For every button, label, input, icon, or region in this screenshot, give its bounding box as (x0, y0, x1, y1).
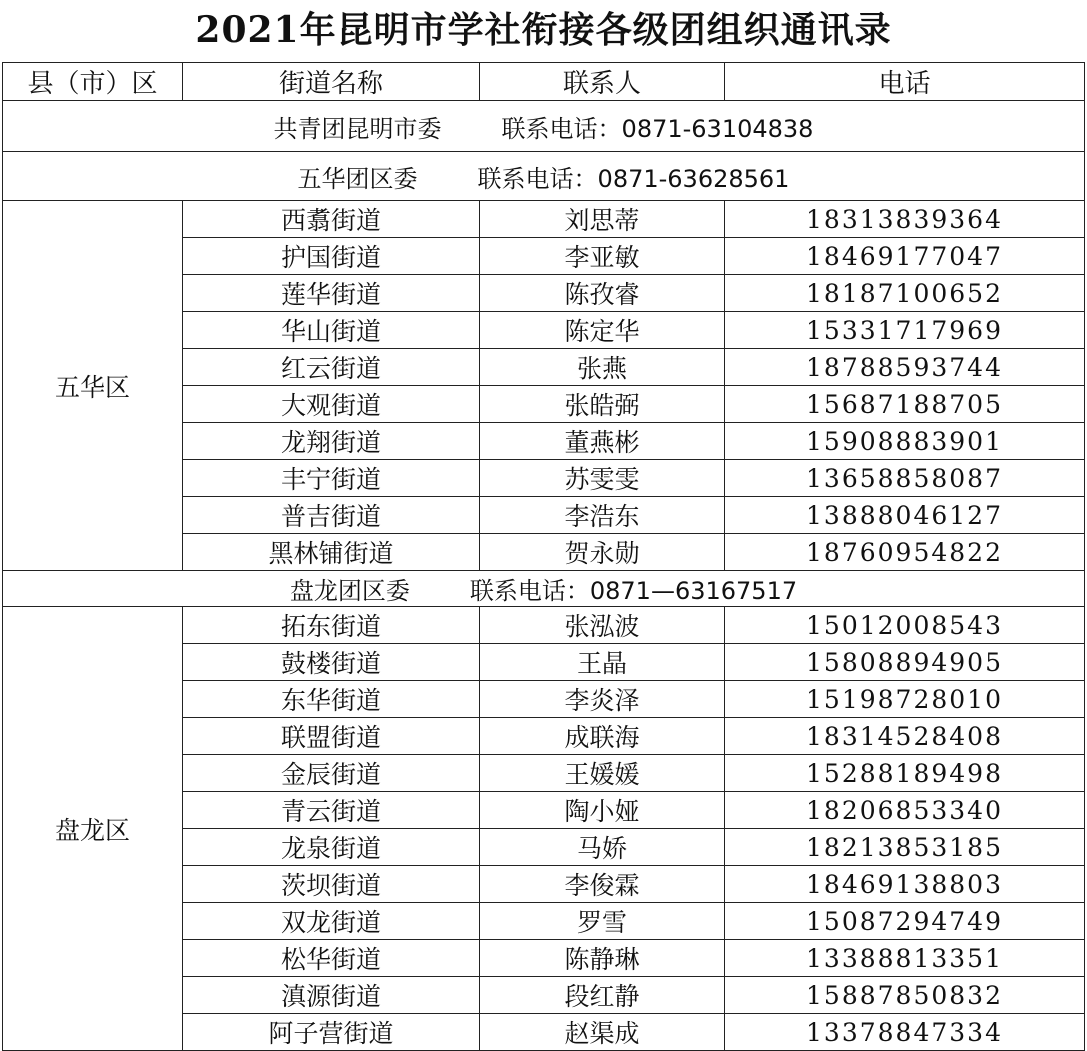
contact-cell: 王媛媛 (480, 755, 725, 792)
contact-cell: 陈静琳 (480, 940, 725, 977)
committee-name: 盘龙团区委 (289, 577, 410, 605)
street-cell: 华山街道 (183, 312, 480, 349)
phone-cell: 18213853185 (725, 829, 1085, 866)
committee-row (3, 571, 1085, 607)
district-cell: 五华区 (3, 201, 183, 571)
street-cell: 西翥街道 (183, 201, 480, 238)
street-cell: 大观街道 (183, 386, 480, 423)
contact-cell: 李俊霖 (480, 866, 725, 903)
committee-phone: 0871-63628561 (597, 164, 790, 193)
phone-cell: 18469177047 (725, 238, 1085, 275)
street-cell: 拓东街道 (183, 607, 480, 644)
phone-cell: 15198728010 (725, 681, 1085, 718)
contact-cell: 张皓弼 (480, 386, 725, 423)
contact-cell: 段红静 (480, 977, 725, 1014)
phone-cell: 18206853340 (725, 792, 1085, 829)
committee-phone: 0871—63167517 (589, 577, 798, 605)
contact-cell: 王晶 (480, 644, 725, 681)
header-row (3, 63, 1085, 101)
street-cell: 鼓楼街道 (183, 644, 480, 681)
phone-cell: 15331717969 (725, 312, 1085, 349)
contact-cell: 贺永勋 (480, 534, 725, 571)
contact-cell: 成联海 (480, 718, 725, 755)
phone-cell: 15808894905 (725, 644, 1085, 681)
contact-cell: 陶小娅 (480, 792, 725, 829)
street-cell: 东华街道 (183, 681, 480, 718)
committee-row (3, 152, 1085, 201)
header-contact: 联系人 (480, 63, 725, 101)
phone-cell: 18788593744 (725, 349, 1085, 386)
table-body (3, 63, 1085, 1051)
street-cell: 普吉街道 (183, 497, 480, 534)
phone-cell: 13388813351 (725, 940, 1085, 977)
street-cell: 护国街道 (183, 238, 480, 275)
contact-cell: 刘思蒂 (480, 201, 725, 238)
directory-table (2, 62, 1085, 1051)
street-cell: 龙泉街道 (183, 829, 480, 866)
city-committee-phone: 0871-63104838 (621, 114, 814, 143)
street-cell: 青云街道 (183, 792, 480, 829)
table-row (3, 607, 1085, 644)
committee-phone-label: 联系电话： (469, 577, 590, 605)
contact-cell: 罗雪 (480, 903, 725, 940)
phone-cell: 13888046127 (725, 497, 1085, 534)
district-cell: 盘龙区 (3, 607, 183, 1051)
street-cell: 龙翔街道 (183, 423, 480, 460)
header-district: 县（市）区 (3, 63, 183, 101)
phone-cell: 18187100652 (725, 275, 1085, 312)
phone-cell: 15288189498 (725, 755, 1085, 792)
city-committee-row (3, 101, 1085, 152)
contact-cell: 马娇 (480, 829, 725, 866)
street-cell: 莲华街道 (183, 275, 480, 312)
contact-cell: 苏雯雯 (480, 460, 725, 497)
contact-cell: 陈定华 (480, 312, 725, 349)
city-committee-name: 共青团昆明市委 (273, 114, 442, 143)
phone-cell: 15687188705 (725, 386, 1085, 423)
page-title: 2021年昆明市学社衔接各级团组织通讯录 (195, 9, 892, 51)
phone-cell: 18314528408 (725, 718, 1085, 755)
header-street: 街道名称 (183, 63, 480, 101)
contact-cell: 李浩东 (480, 497, 725, 534)
contact-cell: 张燕 (480, 349, 725, 386)
phone-cell: 15887850832 (725, 977, 1085, 1014)
contact-cell: 陈孜睿 (480, 275, 725, 312)
phone-cell: 18469138803 (725, 866, 1085, 903)
phone-cell: 13378847334 (725, 1014, 1085, 1051)
contact-cell: 李亚敏 (480, 238, 725, 275)
street-cell: 阿子营街道 (183, 1014, 480, 1051)
contact-cell: 董燕彬 (480, 423, 725, 460)
street-cell: 茨坝街道 (183, 866, 480, 903)
street-cell: 黑林铺街道 (183, 534, 480, 571)
street-cell: 联盟街道 (183, 718, 480, 755)
committee-name: 五华团区委 (297, 164, 418, 193)
street-cell: 金辰街道 (183, 755, 480, 792)
table-row (3, 201, 1085, 238)
street-cell: 松华街道 (183, 940, 480, 977)
phone-cell: 18760954822 (725, 534, 1085, 571)
phone-cell: 15087294749 (725, 903, 1085, 940)
street-cell: 双龙街道 (183, 903, 480, 940)
street-cell: 滇源街道 (183, 977, 480, 1014)
contact-cell: 李炎泽 (480, 681, 725, 718)
street-cell: 丰宁街道 (183, 460, 480, 497)
header-phone: 电话 (725, 63, 1085, 101)
city-committee-phone-label: 联系电话： (501, 114, 622, 143)
phone-cell: 15012008543 (725, 607, 1085, 644)
committee-cell (3, 571, 1085, 607)
committee-cell (3, 152, 1085, 201)
phone-cell: 13658858087 (725, 460, 1085, 497)
phone-cell: 15908883901 (725, 423, 1085, 460)
committee-phone-label: 联系电话： (477, 164, 598, 193)
city-committee-cell (3, 101, 1085, 152)
contact-cell: 张泓波 (480, 607, 725, 644)
phone-cell: 18313839364 (725, 201, 1085, 238)
street-cell: 红云街道 (183, 349, 480, 386)
contact-cell: 赵渠成 (480, 1014, 725, 1051)
